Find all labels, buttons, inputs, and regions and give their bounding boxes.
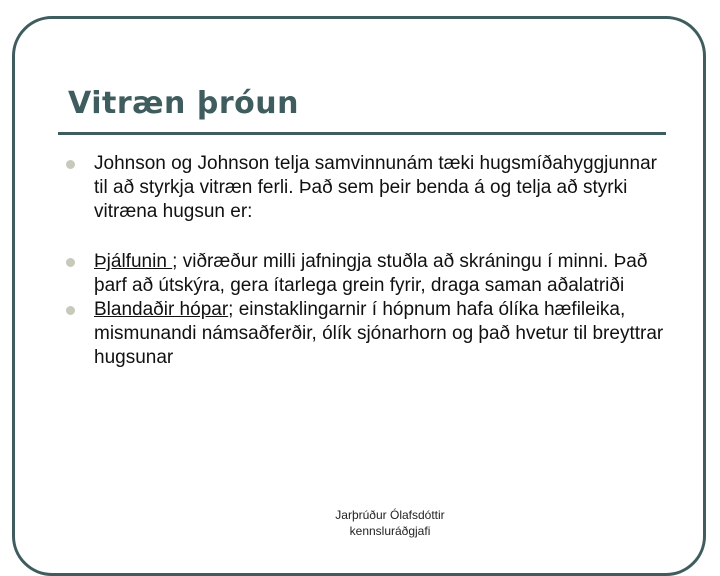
bullet-dot-icon <box>66 258 75 267</box>
title-underline <box>58 132 666 135</box>
slide-title: Vitræn þróun <box>68 86 299 121</box>
bullet-dot-icon <box>66 306 75 315</box>
bullet-text: ; einstaklingarnir í hópnum hafa ólíka hæfileika, mismunandi námsaðferðir, ólík sjónarhorn og það hvetur til breyttrar hugsunar <box>94 299 664 368</box>
bullet-list <box>66 152 666 370</box>
bullet-term: Þjálfunin <box>94 251 173 272</box>
bullet-text: ; viðræður milli jafningja stuðla að skráningu í minni. Það þarf að útskýra, gera ítarlega grein fyrir, draga saman aðalatriði <box>94 251 648 296</box>
bullet-term: Blandaðir hópar <box>94 299 229 320</box>
bullet-item-intro <box>66 152 666 224</box>
footer-name: Jarþrúður Ólafsdóttir <box>335 508 445 522</box>
bullet-item-mixed-groups <box>66 298 666 370</box>
footer-author <box>300 507 480 539</box>
footer-role: kennsluráðgjafi <box>349 524 431 538</box>
bullet-item-training <box>66 250 666 298</box>
bullet-text: Johnson og Johnson telja samvinnunám tæki hugsmíðahyggjunnar til að styrkja vitræn ferli. Það sem þeir benda á og telja að styrki vitræna hugsun er: <box>94 153 657 222</box>
bullet-dot-icon <box>66 160 75 169</box>
